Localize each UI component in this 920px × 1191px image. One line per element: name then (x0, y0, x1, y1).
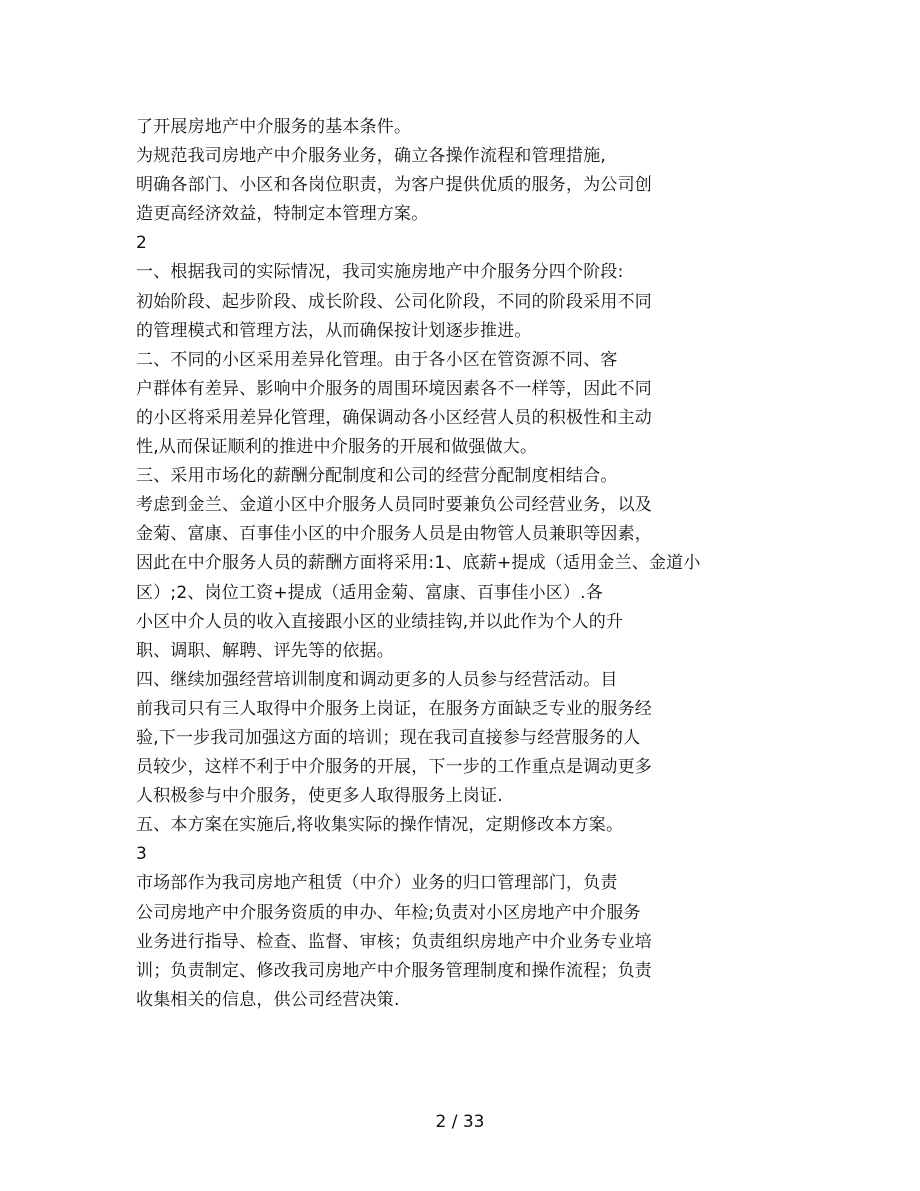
text-line: 训；负责制定、修改我司房地产中介服务管理制度和操作流程；负责 (136, 960, 652, 981)
section-number: 2 (136, 233, 148, 254)
text-line: 验,下一步我司加强这方面的培训；现在我司直接参与经营服务的人 (136, 727, 641, 748)
text-line: 一、根据我司的实际情况，我司实施房地产中介服务分四个阶段: (136, 262, 624, 283)
text-line: 小区中介人员的收入直接跟小区的业绩挂钩,并以此作为个人的升 (136, 611, 624, 632)
text-line: 造更高经济效益，特制定本管理方案。 (136, 204, 429, 225)
text-line: 二、不同的小区采用差异化管理。由于各小区在管资源不同、客 (136, 349, 618, 370)
text-line: 业务进行指导、检查、监督、审核；负责组织房地产中介业务专业培 (136, 931, 652, 952)
text-line: 三、采用市场化的薪酬分配制度和公司的经营分配制度相结合。 (136, 466, 618, 487)
text-line: 的小区将采用差异化管理，确保调动各小区经营人员的积极性和主动 (136, 407, 652, 428)
text-line: 市场部作为我司房地产租赁（中介）业务的归口管理部门，负责 (136, 873, 618, 894)
text-line: 前我司只有三人取得中介服务上岗证，在服务方面缺乏专业的服务经 (136, 698, 652, 719)
text-line: 初始阶段、起步阶段、成长阶段、公司化阶段，不同的阶段采用不同 (136, 291, 652, 312)
text-line: 金菊、富康、百事佳小区的中介服务人员是由物管人员兼职等因素， (136, 524, 652, 545)
text-line: 人积极参与中介服务，使更多人取得服务上岗证. (136, 786, 503, 807)
text-line: 职、调职、解聘、评先等的依据。 (136, 640, 394, 661)
text-line: 明确各部门、小区和各岗位职责，为客户提供优质的服务，为公司创 (136, 175, 652, 196)
text-line: 户群体有差异、影响中介服务的周围环境因素各不一样等，因此不同 (136, 378, 652, 399)
text-line: 因此在中介服务人员的薪酬方面将采用:1、底薪+提成（适用金兰、金道小 (136, 553, 701, 574)
text-line: 区）;2、岗位工资+提成（适用金菊、富康、百事佳小区）.各 (136, 582, 603, 603)
text-line: 性,从而保证顺利的推进中介服务的开展和做强做大。 (136, 437, 538, 458)
text-line: 收集相关的信息，供公司经营决策. (136, 989, 400, 1010)
text-line: 四、继续加强经营培训制度和调动更多的人员参与经营活动。目 (136, 669, 618, 690)
text-line: 的管理模式和管理方法，从而确保按计划逐步推进。 (136, 320, 532, 341)
text-line: 五、本方案在实施后,将收集实际的操作情况，定期修改本方案。 (136, 815, 624, 836)
page-indicator: 2 / 33 (435, 1112, 485, 1132)
text-line: 公司房地产中介服务资质的申办、年检;负责对小区房地产中介服务 (136, 902, 641, 923)
body-text (136, 113, 756, 1015)
text-line: 了开展房地产中介服务的基本条件。 (136, 117, 412, 137)
section-number: 3 (136, 844, 148, 865)
text-line: 员较少，这样不利于中介服务的开展，下一步的工作重点是调动更多 (136, 757, 652, 778)
text-line: 考虑到金兰、金道小区中介服务人员同时要兼负公司经营业务，以及 (136, 495, 652, 516)
text-line: 为规范我司房地产中介服务业务，确立各操作流程和管理措施, (136, 146, 607, 167)
